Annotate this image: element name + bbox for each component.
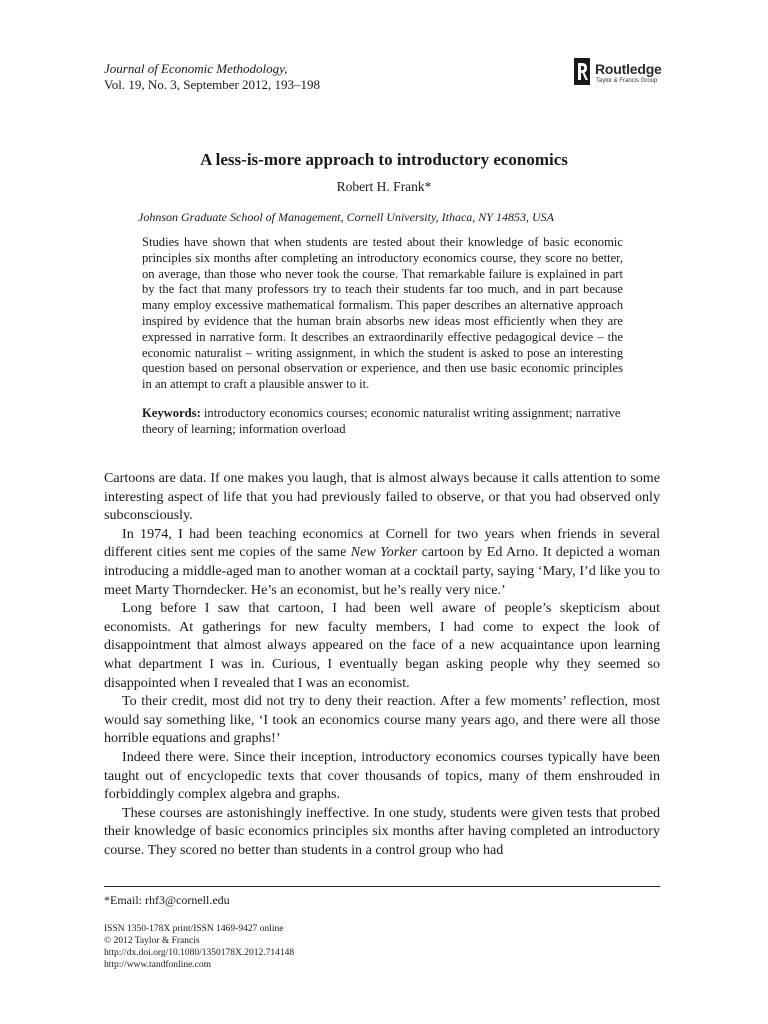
publication-meta xyxy=(104,923,294,971)
paragraph-text: cartoon by Ed Arno. It depicted a woman introducing a middle-aged man to another woman at a cocktail party, saying ‘Mary, I’d like you to meet Marty Thorndecker. He’s an economist, but he’s really very nice.’ xyxy=(104,544,660,598)
body-text xyxy=(104,469,660,859)
doi-link[interactable]: http://dx.doi.org/10.1080/1350178X.2012.714148 xyxy=(104,948,295,958)
magazine-title: New Yorker xyxy=(350,544,418,561)
journal-name: Journal of Economic Methodology, xyxy=(104,61,288,76)
keywords xyxy=(142,406,623,438)
article-title: A less-is-more approach to introductory economics xyxy=(200,150,568,169)
article-author: Robert H. Frank* xyxy=(336,179,432,194)
copyright: © 2012 Taylor & Francis xyxy=(104,936,200,946)
paragraph-text: In 1974, I had been teaching economics at Cornell for two years when friends in several different cities sent me copies of the same xyxy=(104,525,660,561)
author-affiliation: Johnson Graduate School of Management, Cornell University, Ithaca, NY 14853, USA xyxy=(138,210,554,224)
journal-citation xyxy=(104,61,320,93)
keywords-label: Keywords: xyxy=(142,406,201,420)
volume-info: Vol. 19, No. 3, September 2012, 193–198 xyxy=(104,77,321,92)
issn: ISSN 1350-178X print/ISSN 1469-9427 online xyxy=(104,924,284,934)
keywords-list: introductory economics courses; economic naturalist writing assignment; narrative theory of learning; information overload xyxy=(142,406,621,436)
paragraph: Indeed there were. Since their inception, introductory economics courses typically have been taught out of encyclopedic texts that cover thousands of topics, many of them enshrouded in forbiddingly complex algebra and graphs. xyxy=(104,748,660,803)
routledge-logo-icon xyxy=(574,58,590,85)
website-link[interactable]: http://www.tandfonline.com xyxy=(104,960,212,970)
paragraph: These courses are astonishingly ineffective. In one study, students were given tests that probed their knowledge of basic economics principles six months after having completed an introductory course. They scored no better than students in a control group who had xyxy=(104,804,660,858)
paragraph: Long before I saw that cartoon, I had been well aware of people’s skepticism about economists. At gatherings for new faculty members, I had come to expect the look of disappointment that almost always appeared on the face of a new acquaintance upon learning what department I was in. Curious, I eventually began asking people why they seemed so disappointed when I revealed that I was an economist. xyxy=(104,600,660,691)
footnote-divider xyxy=(104,886,660,887)
footnote-email: *Email: rhf3@cornell.edu xyxy=(104,893,230,907)
paragraph: To their credit, most did not try to deny their reaction. After a few moments’ reflection, most would say something like, ‘I took an economics course many years ago, and there were all those horrible equations and graphs!’ xyxy=(104,693,660,747)
paragraph: Cartoons are data. If one makes you laugh, that is almost always because it calls attention to some interesting aspect of life that you had previously failed to observe, or that you had observed only subconsciously. xyxy=(104,470,660,524)
paragraph xyxy=(104,525,660,599)
publisher-group: Taylor & Francis Group xyxy=(596,78,658,84)
publisher-logo xyxy=(574,58,694,88)
publisher-name: Routledge xyxy=(595,61,662,77)
abstract: Studies have shown that when students are tested about their knowledge of basic economic principles six months after completing an introductory economics course, they score no better, on average, than those who never took the course. That remarkable failure is explained in part by the fact that many professors try to teach their students far too much, and in part because many employ excessive mathematical formalism. This paper describes an alternative approach inspired by evidence that the human brain absorbs new ideas most efficiently when they are expressed in narrative form. It describes an extraordinarily effective pedagogical device – the economic naturalist – writing assignment, in which the student is asked to pose an interesting question based on personal observation or experience, and then use basic economic principles in an attempt to craft a plausible answer to it. xyxy=(142,235,623,392)
